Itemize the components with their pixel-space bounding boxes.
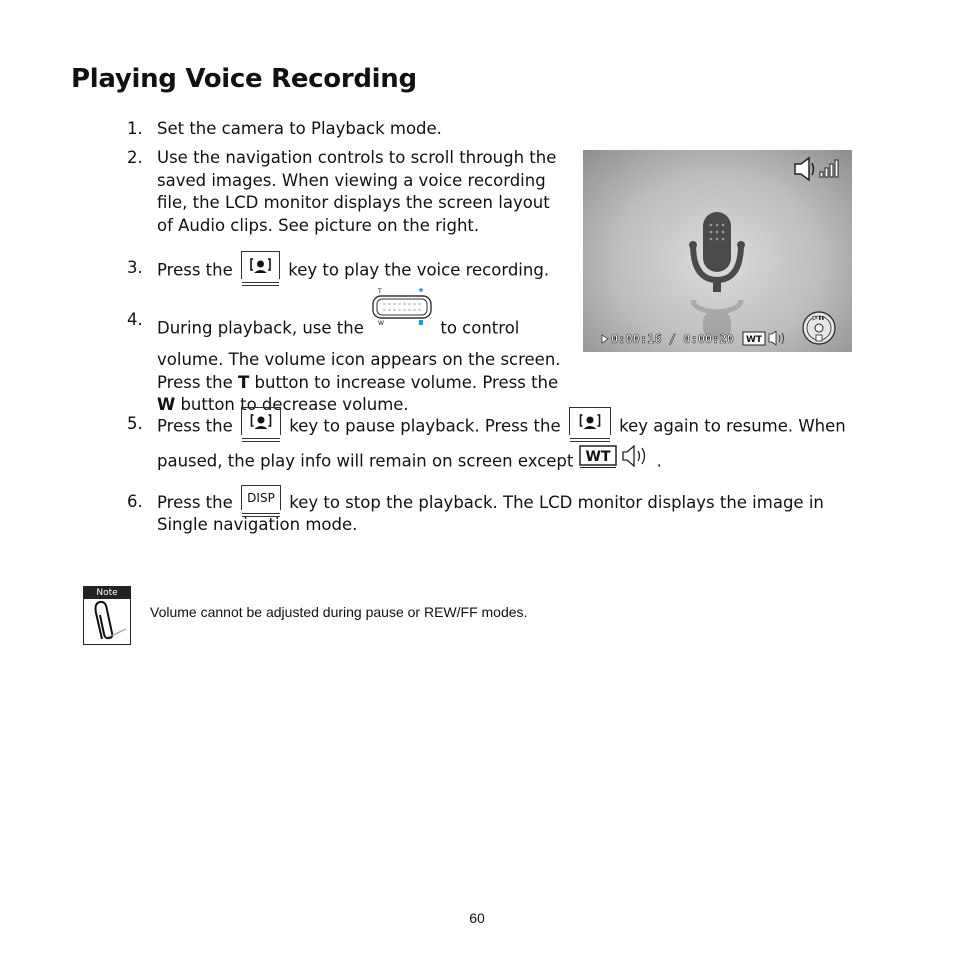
step-number: 6. xyxy=(127,492,143,511)
step-line: volume. The volume icon appears on the screen. xyxy=(157,350,561,369)
wt-label: WT xyxy=(585,449,611,465)
play-key-icon xyxy=(241,413,281,441)
step-text xyxy=(157,147,556,237)
zoom-lever-icon xyxy=(371,288,433,341)
step-text: Press the xyxy=(157,372,238,392)
w-button-label: W xyxy=(157,395,176,414)
t-button-label: T xyxy=(238,372,250,392)
volume-level-icon xyxy=(795,158,838,180)
step-number: 4. xyxy=(127,310,143,329)
play-key-icon xyxy=(569,413,611,441)
wt-volume-icon xyxy=(579,443,657,469)
navigation-dial-icon xyxy=(803,312,835,344)
step-number: 1. xyxy=(127,119,143,138)
step-line xyxy=(157,372,561,395)
step-number: 5. xyxy=(127,414,143,433)
paperclip-icon xyxy=(84,599,130,644)
lcd-audio-playback-screen xyxy=(583,150,852,352)
step-text: key again to resume. When xyxy=(619,416,846,436)
step-line: saved images. When viewing a voice recording xyxy=(157,170,546,190)
note-text: Volume cannot be adjusted during pause or REW/FF modes. xyxy=(150,604,528,620)
step-text: button to increase volume. Press the xyxy=(249,372,559,392)
play-key-icon xyxy=(241,257,280,285)
zoom-w-label: W xyxy=(378,320,385,327)
disp-label: DISP xyxy=(247,491,275,505)
note-label: Note xyxy=(84,587,130,599)
step-text: . xyxy=(656,451,662,471)
step-line: Single navigation mode. xyxy=(157,515,358,534)
step-line: file, the LCD monitor displays the screen layout xyxy=(157,193,550,212)
page-number: 60 xyxy=(469,910,485,926)
zoom-t-label: T xyxy=(378,288,382,295)
step-line: of Audio clips. See picture on the right. xyxy=(157,215,480,235)
step-text: Press the xyxy=(157,260,233,280)
step-text: Press the xyxy=(157,416,233,436)
step-line: Use the navigation controls to scroll through the xyxy=(157,148,557,167)
step-number: 3. xyxy=(127,258,143,277)
disp-key-icon xyxy=(241,491,281,516)
step-text: button to decrease volume. xyxy=(175,395,409,414)
step-text: During playback, use the xyxy=(157,318,364,338)
lcd-wt-icon xyxy=(743,331,784,345)
step-text: Set the camera to Playback mode. xyxy=(157,119,442,138)
step-text: key to stop the playback. The LCD monitor displays the image in xyxy=(289,493,824,512)
playback-time-readout xyxy=(602,332,734,346)
step-text: key to pause playback. Press the xyxy=(289,416,561,436)
page-title: Playing Voice Recording xyxy=(71,64,417,94)
step-text: Press the xyxy=(157,493,233,512)
step-text: key to play the voice recording. xyxy=(288,260,550,280)
step-text: to control xyxy=(440,318,520,338)
microphone-icon xyxy=(689,212,745,340)
step-text: paused, the play info will remain on screen except xyxy=(157,451,574,471)
step-number: 2. xyxy=(127,148,143,167)
lcd-wt-label: WT xyxy=(745,335,763,345)
note-icon-box xyxy=(83,586,131,645)
time-readout-text: 0:00:16 / 0:00:20 xyxy=(611,332,734,346)
